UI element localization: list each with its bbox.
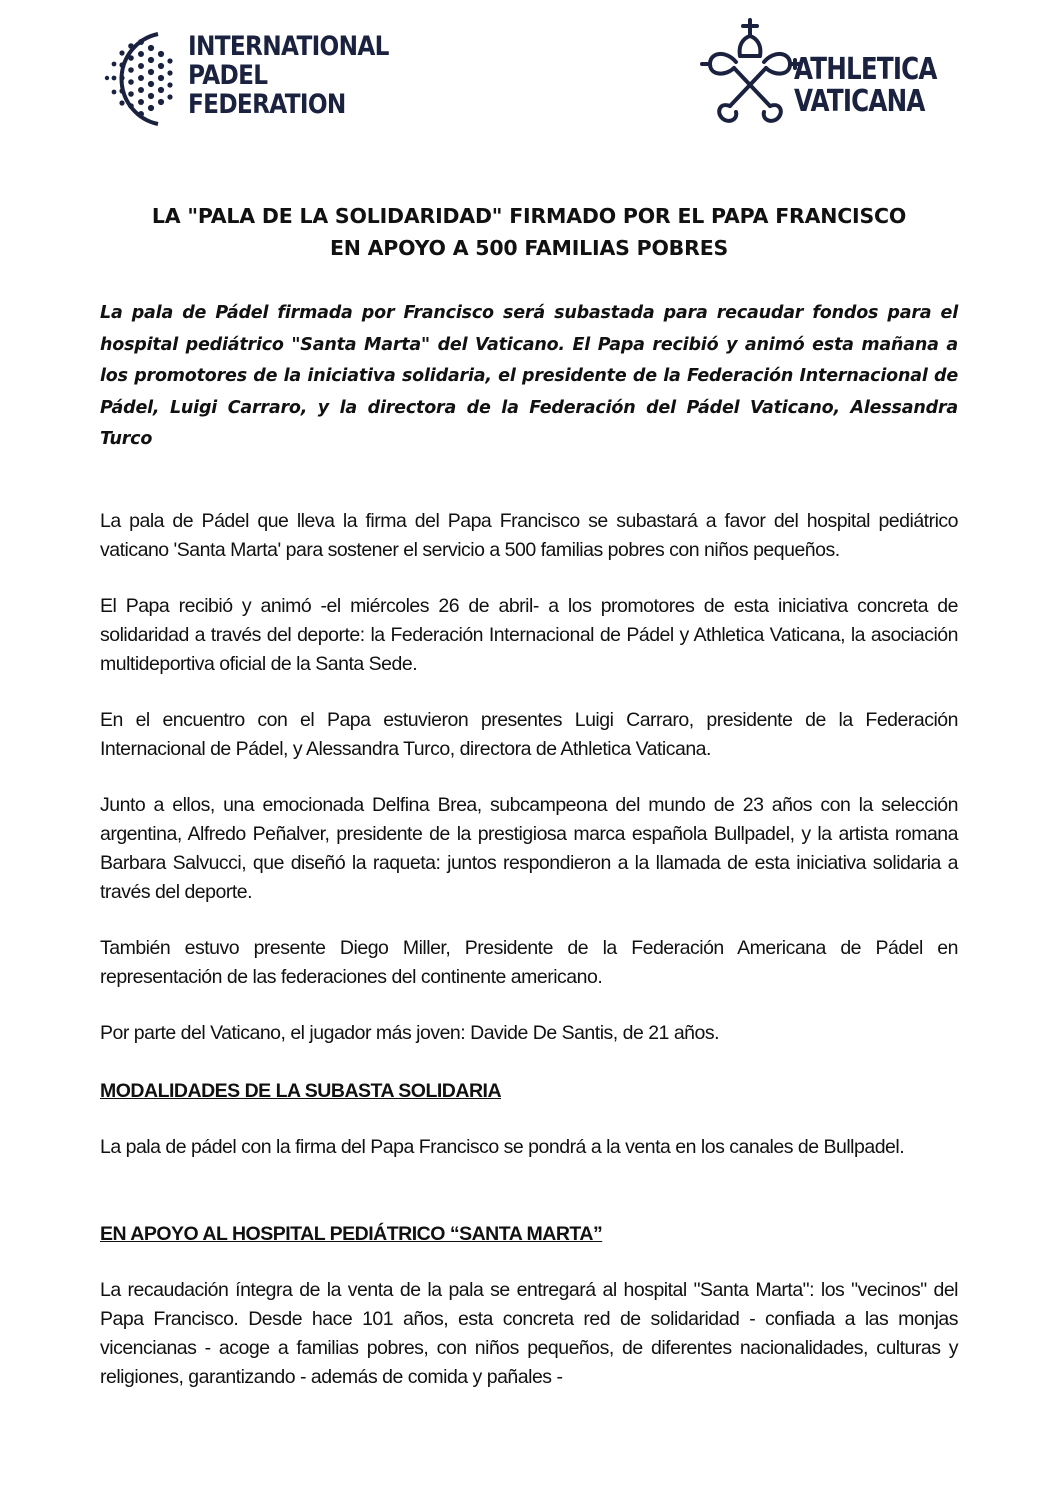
ipf-logo bbox=[100, 28, 389, 128]
body-paragraph-6: Por parte del Vaticano, el jugador más joven: Davide De Santis, de 21 años. bbox=[100, 1022, 720, 1044]
body-paragraph-2: El Papa recibió y animó -el miércoles 26 de abril- a los promotores de esta iniciativa concreta de solidaridad a través del deporte: la Federación Internacional de Pádel y Athletica Vaticana, la asociación multideportiva oficial de la Santa Sede. bbox=[100, 595, 958, 675]
athletica-vaticana-logo bbox=[700, 16, 937, 126]
ipf-line-2: PADEL bbox=[188, 60, 268, 91]
title-line-2: EN APOYO A 500 FAMILIAS POBRES bbox=[329, 236, 729, 260]
athletica-wordmark bbox=[794, 54, 937, 118]
athletica-line-1: ATHLETICA bbox=[794, 52, 937, 87]
document-title bbox=[100, 200, 958, 264]
ipf-line-3: FEDERATION bbox=[188, 89, 346, 120]
athletica-line-2: VATICANA bbox=[794, 84, 925, 119]
section-text-subasta: La pala de pádel con la firma del Papa Francisco se pondrá a la venta en los canales de Bullpadel. bbox=[100, 1136, 905, 1158]
section-heading-subasta: MODALIDADES DE LA SUBASTA SOLIDARIA bbox=[100, 1080, 502, 1102]
body-paragraph-3: En el encuentro con el Papa estuvieron presentes Luigi Carraro, presidente de la Federación Internacional de Pádel, y Alessandra Turco, directora de Athletica Vaticana. bbox=[100, 709, 958, 760]
crossed-keys-icon bbox=[700, 16, 800, 126]
body-paragraph-4: Junto a ellos, una emocionada Delfina Brea, subcampeona del mundo de 23 años con la selección argentina, Alfredo Peñalver, presidente de la prestigiosa marca española Bullpadel, y la artista romana Barbara Salvucci, que diseñó la raqueta: juntos respondieron a la llamada de esta iniciativa solidaria a través del deporte. bbox=[100, 794, 958, 903]
section-text-hospital: La recaudación íntegra de la venta de la pala se entregará al hospital "Santa Marta": los "vecinos" del Papa Francisco. Desde hace 101 años, esta concreta red de solidaridad - confiada a las monjas vicencianas - acoge a familias pobres, con niños pequeños, de diferentes nacionalidades, culturas y religiones, garantizando - además de comida y pañales - bbox=[100, 1279, 958, 1388]
section-heading-hospital: EN APOYO AL HOSPITAL PEDIÁTRICO “SANTA MARTA” bbox=[100, 1223, 603, 1245]
body-paragraph-1: La pala de Pádel que lleva la firma del Papa Francisco se subastará a favor del hospital pediátrico vaticano 'Santa Marta' para sostener el servicio a 500 familias pobres con niños pequeños. bbox=[100, 510, 958, 561]
title-line-1: LA "PALA DE LA SOLIDARIDAD" FIRMADO POR EL PAPA FRANCISCO bbox=[151, 204, 907, 228]
ipf-line-1: INTERNATIONAL bbox=[188, 31, 389, 62]
ipf-wordmark bbox=[188, 32, 389, 119]
lead-paragraph: La pala de Pádel firmada por Francisco será subastada para recaudar fondos para el hospital pediátrico "Santa Marta" del Vaticano. El Papa recibió y animó esta mañana a los promotores de la iniciativa solidaria, el presidente de la Federación Internacional de Pádel, Luigi Carraro, y la directora de la Federación del Pádel Vaticano, Alessandra Turco bbox=[100, 303, 958, 449]
ipf-dot-globe-icon bbox=[100, 28, 180, 128]
body-paragraph-5: También estuvo presente Diego Miller, Presidente de la Federación Americana de Pádel en representación de las federaciones del continente americano. bbox=[100, 937, 958, 988]
document-body bbox=[100, 507, 958, 1392]
